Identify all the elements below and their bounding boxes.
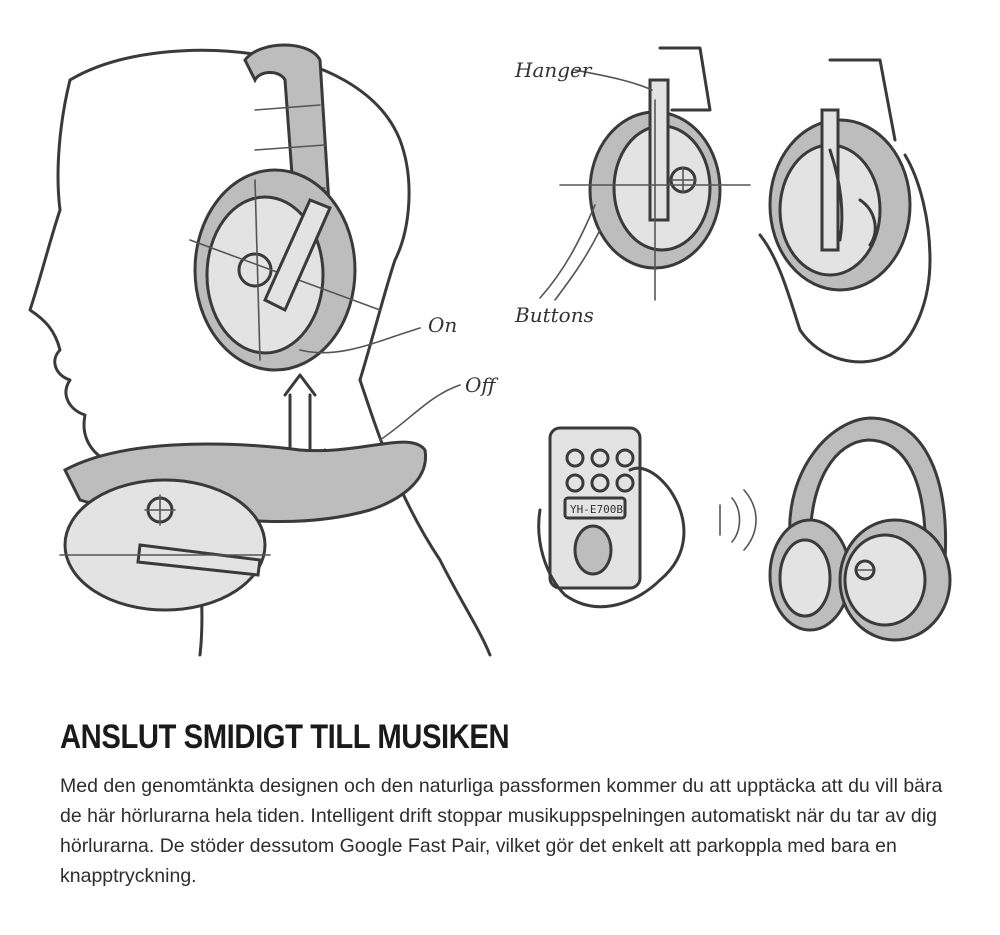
device-screen-label: YH-E700B <box>570 503 623 516</box>
earcup-closeup-sketch <box>540 48 930 362</box>
feature-section <box>60 718 960 891</box>
hanger-label: Hanger <box>515 58 592 82</box>
section-body-text: Med den genomtänkta designen och den naturliga passformen kommer du att upptäcka att du vill bära de här hörlurarna hela tiden. Intelligent drift stoppar musikuppspelningen automatiskt när du tar av dig hörlurarna. De stöder dessutom Google Fast Pair, vilket gör det enkelt att parkoppla med bara en knapptryckning. <box>60 775 943 887</box>
section-heading: ANSLUT SMIDIGT TILL MUSIKEN <box>60 718 510 756</box>
off-label: Off <box>465 373 496 397</box>
phone-pairing-sketch <box>539 418 950 640</box>
head-with-headphones-sketch <box>30 45 490 655</box>
buttons-label: Buttons <box>515 303 594 327</box>
on-label: On <box>428 313 458 337</box>
